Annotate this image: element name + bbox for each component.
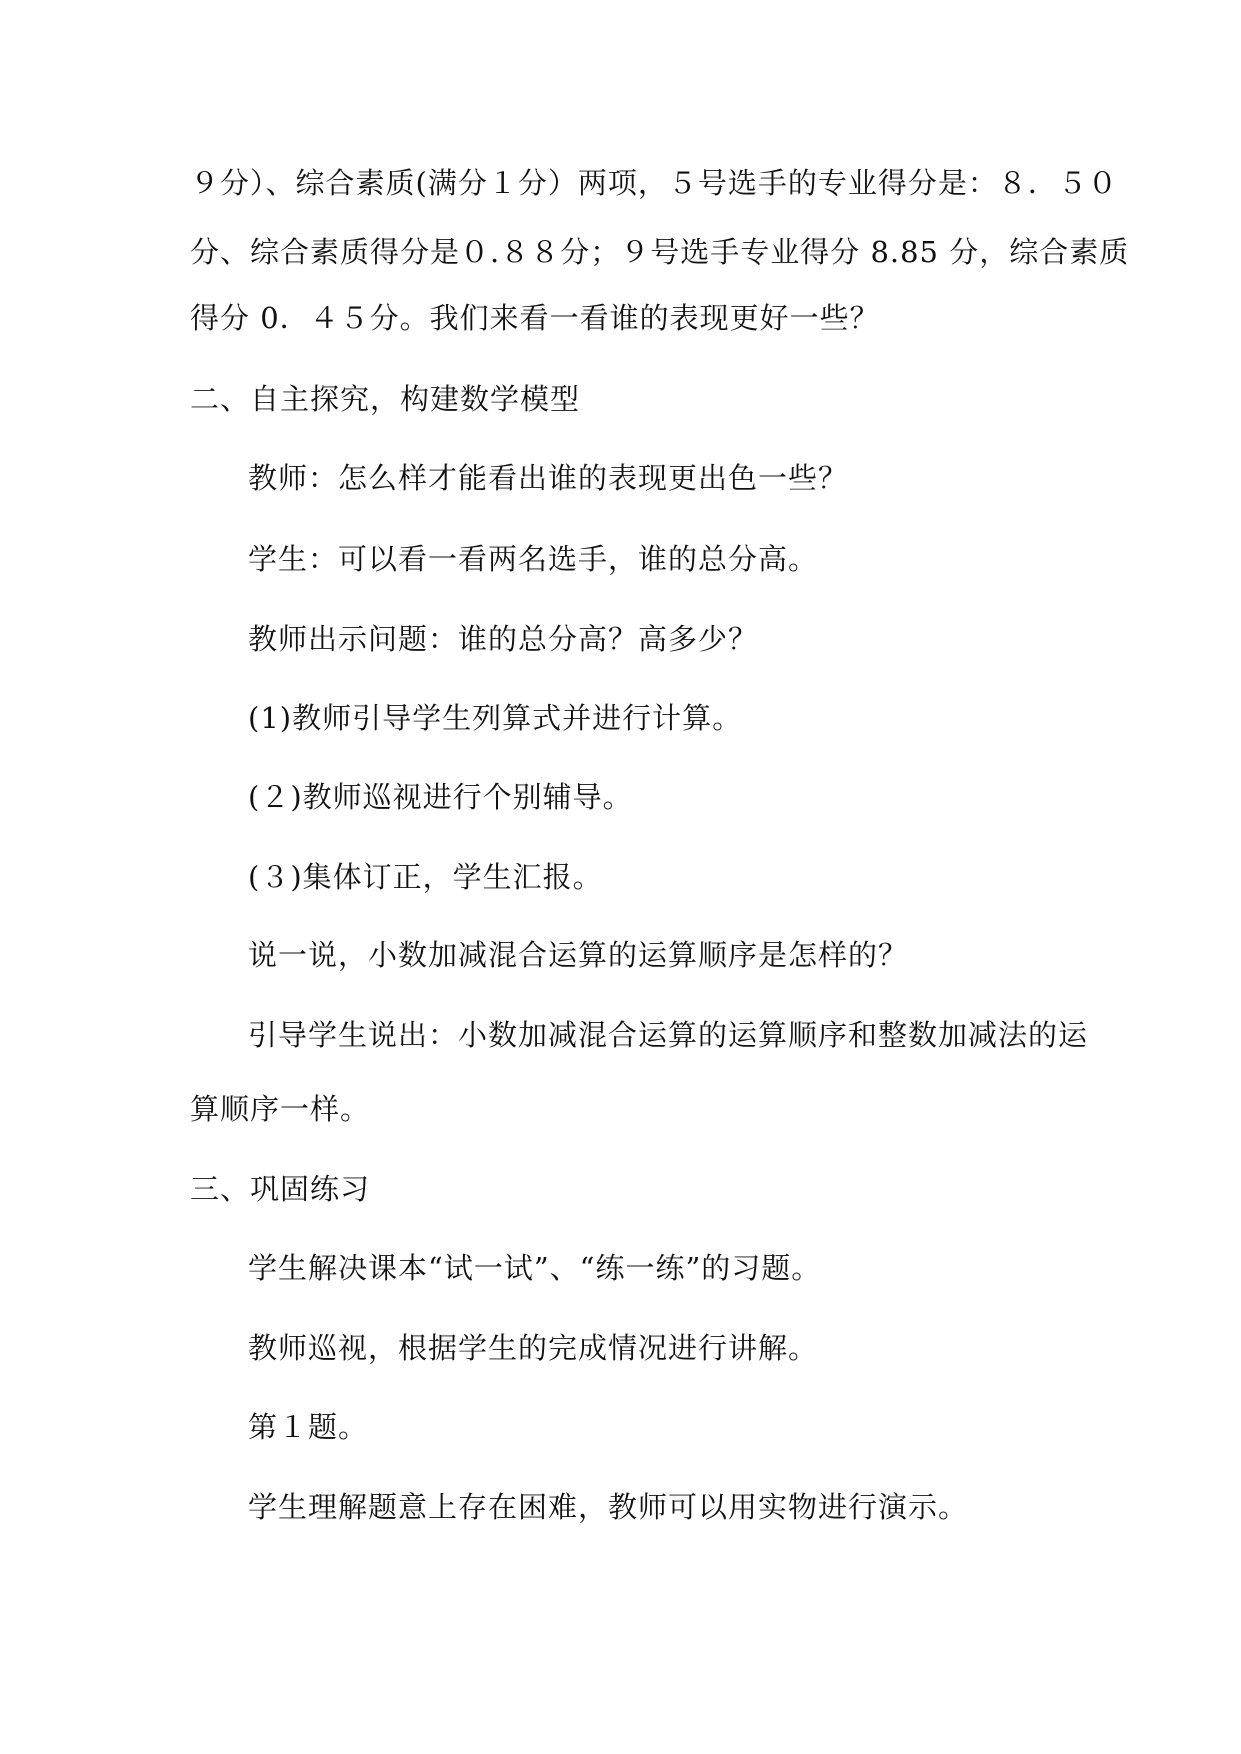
teacher-question: 教师：怎么样才能看出谁的表现更出色一些？ — [248, 461, 849, 495]
section-3-heading: 三、巩固练习 — [190, 1172, 371, 1206]
step-3: (３)集体订正，学生汇报。 — [248, 860, 603, 894]
teacher-prompt: 教师出示问题：谁的总分高？高多少？ — [248, 622, 759, 656]
teacher-patrol: 教师巡视，根据学生的完成情况进行讲解。 — [248, 1331, 819, 1365]
intro-line-1: ９分）、综合素质(满分１分）两项，５号选手的专业得分是：８．５０ — [190, 166, 1118, 200]
intro-line-3: 得分 0．４５分。我们来看一看谁的表现更好一些？ — [190, 301, 880, 335]
discussion-question: 说一说，小数加减混合运算的运算顺序是怎样的？ — [248, 938, 909, 972]
step-2: (２)教师巡视进行个别辅导。 — [248, 780, 633, 814]
step-1: (1)教师引导学生列算式并进行计算。 — [248, 701, 743, 735]
section-2-heading: 二、自主探究，构建数学模型 — [190, 382, 581, 416]
practice-task: 学生解决课本“试一试”、“练一练”的习题。 — [248, 1251, 822, 1285]
teaching-note: 学生理解题意上存在困难，教师可以用实物进行演示。 — [248, 1490, 969, 1524]
intro-line-2: 分、综合素质得分是０.８８分；９号选手专业得分 8.85 分，综合素质 — [190, 235, 1130, 269]
exercise-item: 第１题。 — [248, 1410, 369, 1444]
student-answer: 学生：可以看一看两名选手，谁的总分高。 — [248, 542, 819, 576]
guide-line-1: 引导学生说出：小数加减混合运算的运算顺序和整数加减法的运 — [248, 1018, 1089, 1052]
guide-line-2: 算顺序一样。 — [190, 1092, 371, 1126]
